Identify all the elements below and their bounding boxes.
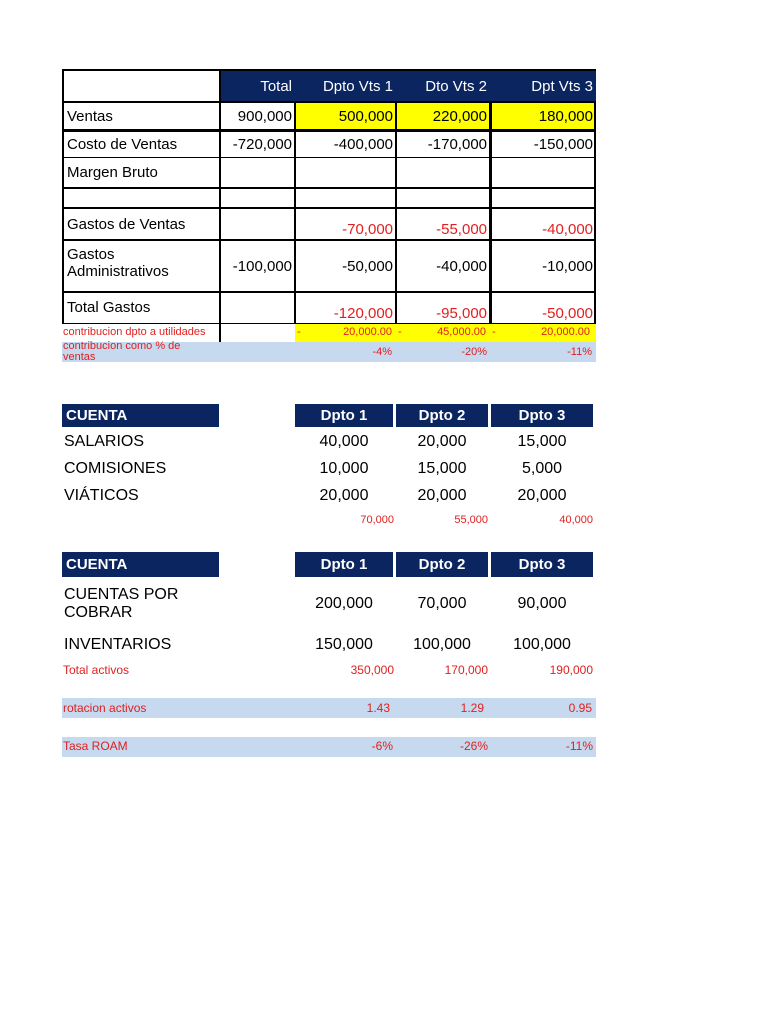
row-label-inventarios: INVENTARIOS	[64, 636, 172, 653]
row-label-rotacion: rotacion activos	[63, 701, 147, 715]
row-label-contribucion: contribucion dpto a utilidades	[63, 326, 206, 338]
inventarios-dpto-3: 100,000	[513, 636, 571, 653]
contribucion-dpto-3: 20,000.00	[541, 326, 590, 338]
cuenta-header: CUENTA	[62, 552, 219, 577]
total-gastos-dpto-2: -95,000	[436, 305, 487, 322]
roam-dpto-3: -11%	[565, 739, 593, 753]
contribucion-pct-dpto-3: -11%	[567, 346, 592, 358]
row-label-comisiones: COMISIONES	[64, 460, 167, 477]
row-label-salarios: SALARIOS	[64, 433, 145, 450]
row-label-gastos-admin: Gastos Administrativos	[67, 246, 169, 280]
grid-line	[62, 69, 596, 71]
rotacion-dpto-2: 1.29	[460, 701, 484, 715]
contribucion-dash-3: -	[492, 326, 496, 338]
contribucion-dash-1: -	[297, 326, 301, 338]
gastos-ventas-dpto-3: -40,000	[542, 221, 593, 238]
dpto-2-header: Dpto 2	[396, 552, 488, 577]
expenses-total-dpto-1: 70,000	[360, 514, 394, 526]
ventas-dpto-1: 500,000	[338, 107, 393, 125]
row-label-contribucion-pct: contribucion como % de ventas	[63, 340, 181, 363]
total-gastos-dpto-3: -50,000	[542, 305, 593, 322]
gastos-admin-total: -100,000	[232, 257, 292, 275]
dpto-1-header: Dpto 1	[295, 552, 393, 577]
grid-line	[62, 323, 596, 324]
dpto-1-header: Dpto 1	[295, 404, 393, 427]
salarios-dpto-1: 40,000	[319, 433, 369, 450]
total-activos-dpto-1: 350,000	[350, 663, 394, 677]
cxc-dpto-2: 70,000	[417, 595, 467, 612]
viaticos-dpto-2: 20,000	[417, 487, 467, 504]
contribucion-dash-2: -	[398, 326, 402, 338]
cuenta-header: CUENTA	[62, 404, 219, 427]
gastos-admin-dpto-3: -10,000	[542, 257, 593, 275]
salarios-dpto-3: 15,000	[517, 433, 567, 450]
cxc-dpto-1: 200,000	[315, 595, 373, 612]
costo-dpto-2: -170,000	[427, 135, 487, 153]
expenses-total-dpto-3: 40,000	[559, 514, 593, 526]
gastos-ventas-dpto-2: -55,000	[436, 221, 487, 238]
expenses-total-dpto-2: 55,000	[454, 514, 488, 526]
total-activos-dpto-3: 190,000	[549, 663, 593, 677]
ventas-total: 900,000	[237, 107, 292, 125]
dpto-2-header: Dpto 2	[396, 404, 488, 427]
comisiones-dpto-1: 10,000	[319, 460, 369, 477]
header-dpto-2: Dto Vts 2	[425, 77, 487, 95]
inventarios-dpto-2: 100,000	[413, 636, 471, 653]
gastos-admin-dpto-2: -40,000	[436, 257, 487, 275]
grid-line	[62, 187, 596, 189]
rotacion-dpto-1: 1.43	[366, 701, 390, 715]
row-label-roam: Tasa ROAM	[63, 739, 128, 753]
ventas-dpto-3: 180,000	[538, 107, 593, 125]
row-label-cuentas-por-cobrar: CUENTAS POR COBRAR	[64, 586, 179, 621]
row-label-costo: Costo de Ventas	[67, 135, 178, 153]
cxc-dpto-3: 90,000	[517, 595, 567, 612]
row-label-ventas: Ventas	[67, 107, 113, 125]
viaticos-dpto-3: 20,000	[517, 487, 567, 504]
costo-dpto-3: -150,000	[533, 135, 593, 153]
costo-total: -720,000	[232, 135, 292, 153]
costo-dpto-1: -400,000	[333, 135, 393, 153]
total-activos-dpto-2: 170,000	[444, 663, 488, 677]
header-total: Total	[260, 77, 292, 95]
row-label-total-activos: Total activos	[63, 663, 130, 677]
row-label-total-gastos: Total Gastos	[67, 298, 151, 316]
row-label-gastos-ventas: Gastos de Ventas	[67, 215, 186, 233]
row-label-viaticos: VIÁTICOS	[64, 487, 139, 504]
viaticos-dpto-1: 20,000	[319, 487, 369, 504]
header-dpto-3: Dpt Vts 3	[531, 77, 593, 95]
dpto-3-header: Dpto 3	[491, 552, 593, 577]
row-label-margen: Margen Bruto	[67, 164, 158, 181]
comisiones-dpto-2: 15,000	[417, 460, 467, 477]
dpto-3-header: Dpto 3	[491, 404, 593, 427]
total-gastos-dpto-1: -120,000	[333, 305, 393, 322]
rotacion-dpto-3: 0.95	[568, 701, 592, 715]
roam-dpto-1: -6%	[371, 739, 393, 753]
contribucion-pct-dpto-2: -20%	[461, 346, 487, 358]
gastos-admin-dpto-1: -50,000	[342, 257, 393, 275]
contribucion-pct-dpto-1: -4%	[372, 346, 392, 358]
header-dpto-1: Dpto Vts 1	[322, 77, 393, 95]
inventarios-dpto-1: 150,000	[315, 636, 373, 653]
roam-dpto-2: -26%	[459, 739, 488, 753]
ventas-dpto-2: 220,000	[432, 107, 487, 125]
contribucion-dpto-2: 45,000.00	[437, 326, 486, 338]
gastos-ventas-dpto-1: -70,000	[342, 221, 393, 238]
comisiones-dpto-3: 5,000	[521, 460, 563, 477]
salarios-dpto-2: 20,000	[417, 433, 467, 450]
contribucion-dpto-1: 20,000.00	[343, 326, 392, 338]
